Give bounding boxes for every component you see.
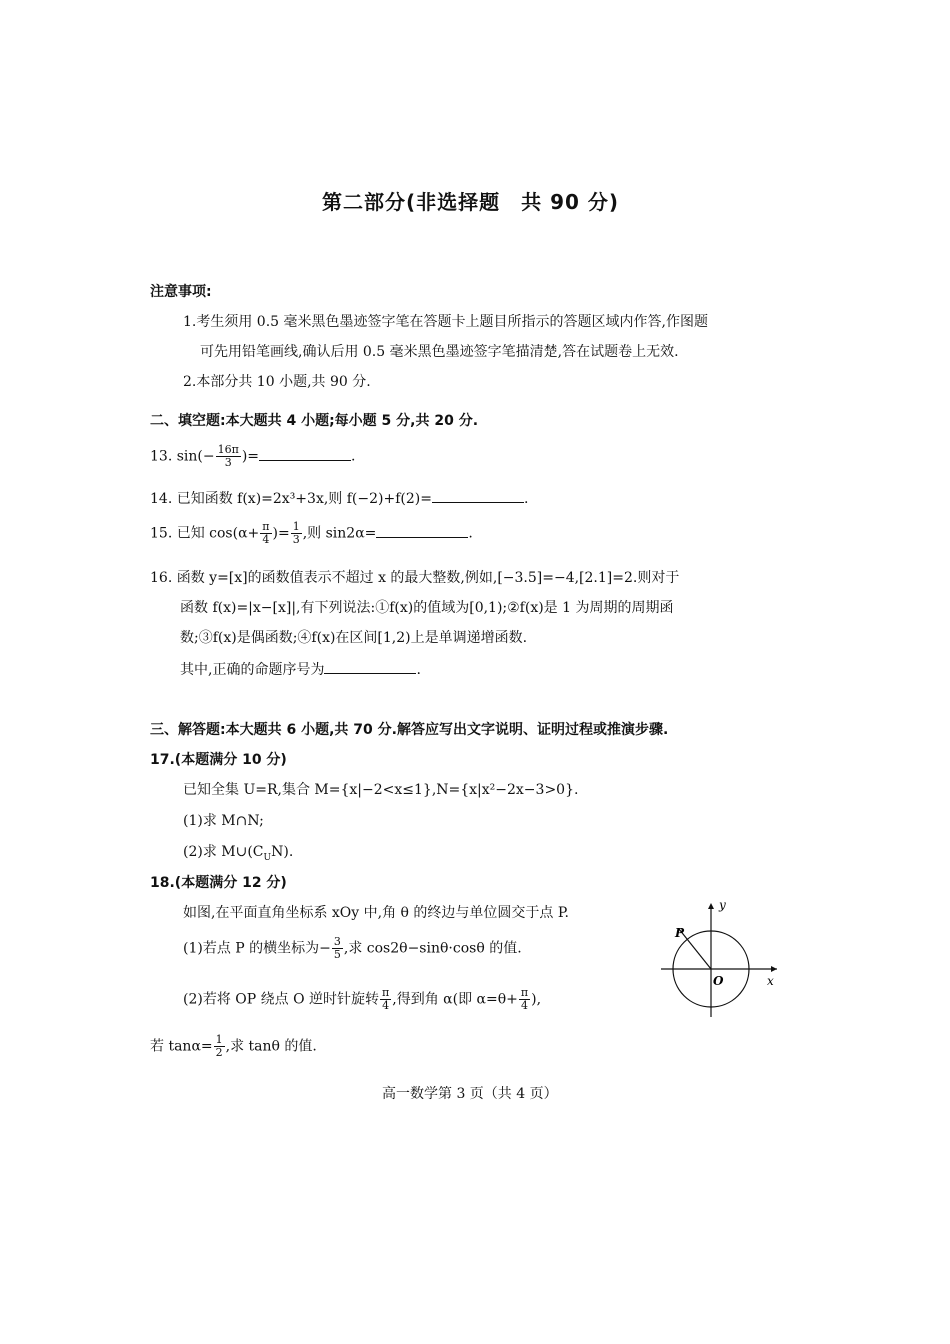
q14-answer-blank[interactable]	[432, 488, 524, 503]
q15-post: ,则 sin2α=	[302, 525, 377, 542]
q15-answer-blank[interactable]	[376, 523, 468, 538]
q18-part1	[183, 936, 522, 961]
notes-item1-line1: 1.考生须用 0.5 毫米黑色墨迹签字笔在答题卡上题目所指示的答题区域内作答,作图题	[183, 314, 708, 330]
q18-last-line	[150, 1034, 317, 1059]
q18-p1-pre: (1)若点 P 的横坐标为−	[183, 940, 331, 957]
q13-end: .	[351, 448, 356, 465]
q17-line3-sub: U	[263, 852, 272, 863]
q18-p1-num: 3	[333, 935, 341, 948]
question-15	[150, 521, 473, 546]
q15-fraction-2	[291, 521, 302, 546]
label-p: P	[675, 926, 685, 940]
q18-p2-mid: ,得到角 α(即 α=θ+	[392, 991, 518, 1008]
q17-heading: 17.(本题满分 10 分)	[150, 752, 287, 768]
q17-line3	[183, 841, 293, 863]
q18-last-num: 1	[215, 1033, 223, 1046]
q15-num2: 1	[292, 520, 300, 533]
unit-circle-figure	[655, 895, 785, 1020]
page-title: 第二部分(非选择题 共 90 分)	[322, 190, 620, 214]
q16-line3: 数;③f(x)是偶函数;④f(x)在区间[1,2)上是单调递增函数.	[180, 630, 528, 646]
question-13	[150, 444, 355, 469]
q18-p2-num2: π	[520, 986, 529, 999]
q16-line1: 16. 函数 y=[x]的函数值表示不超过 x 的最大整数,例如,[−3.5]=−4,[2.1]=2.则对于	[150, 570, 680, 586]
q15-num1: π	[262, 520, 270, 533]
q18-p1-den: 5	[333, 948, 341, 961]
q15-mid: )=	[272, 525, 290, 542]
q17-line3-text: (2)求 M∪(C	[183, 844, 264, 860]
q18-p2-num: π	[382, 986, 390, 999]
notes-heading: 注意事项:	[150, 284, 212, 300]
q15-den1: 4	[262, 533, 270, 546]
q18-last-post: ,求 tanθ 的值.	[225, 1038, 317, 1055]
q16-end: .	[416, 662, 421, 678]
page-footer: 高一数学第 3 页（共 4 页）	[382, 1086, 558, 1102]
q16-answer-blank[interactable]	[324, 659, 416, 674]
section2-heading: 二、填空题:本大题共 4 小题;每小题 5 分,共 20 分.	[150, 413, 479, 429]
q18-part2	[183, 987, 541, 1012]
q16-line4	[180, 659, 421, 679]
q13-pre: 13. sin(−	[150, 448, 215, 465]
q13-post: )=	[241, 448, 260, 465]
section3-heading: 三、解答题:本大题共 6 小题,共 70 分.解答应写出文字说明、证明过程或推演步骤.	[150, 722, 669, 738]
q18-last-den: 2	[215, 1046, 223, 1059]
q18-p2-den: 4	[382, 999, 390, 1012]
notes-item1-line2: 可先用铅笔画线,确认后用 0.5 毫米黑色墨迹签字笔描清楚,答在试题卷上无效.	[200, 344, 679, 360]
q15-end: .	[468, 525, 473, 542]
q13-answer-blank[interactable]	[259, 446, 351, 461]
q18-heading: 18.(本题满分 12 分)	[150, 875, 287, 891]
q14-text: 14. 已知函数 f(x)=2x³+3x,则 f(−2)+f(2)=	[150, 491, 432, 507]
q13-num: 16π	[217, 443, 239, 456]
q15-den2: 3	[292, 533, 300, 546]
q18-p2-fraction-1	[380, 987, 391, 1012]
q18-p2-fraction-2	[519, 987, 530, 1012]
q18-line1: 如图,在平面直角坐标系 xOy 中,角 θ 的终边与单位圆交于点 P.	[183, 905, 569, 921]
q17-line3-end: N).	[271, 844, 294, 860]
q18-p2-pre: (2)若将 OP 绕点 O 逆时针旋转	[183, 991, 380, 1008]
x-axis-arrow	[771, 966, 777, 972]
q18-last-fraction	[214, 1034, 225, 1059]
q18-p1-fraction	[332, 936, 343, 961]
q14-end: .	[523, 491, 529, 507]
q18-p2-post: ),	[531, 991, 542, 1008]
label-o: O	[713, 974, 724, 988]
q13-den: 3	[224, 456, 232, 469]
notes-item2: 2.本部分共 10 小题,共 90 分.	[183, 374, 371, 390]
q16-line2: 函数 f(x)=|x−[x]|,有下列说法:①f(x)的值域为[0,1);②f(x)是 1 为周期的周期函	[180, 600, 674, 616]
q18-last-pre: 若 tanα=	[150, 1038, 213, 1055]
q15-pre: 15. 已知 cos(α+	[150, 525, 260, 542]
q13-fraction	[216, 444, 241, 469]
q18-p2-den2: 4	[520, 999, 528, 1012]
y-axis-arrow	[708, 903, 714, 909]
q16-prompt: 其中,正确的命题序号为	[180, 662, 325, 678]
question-14	[150, 488, 528, 508]
q17-line2: (1)求 M∩N;	[183, 813, 264, 829]
q15-fraction-1	[260, 521, 271, 546]
label-y: y	[719, 898, 726, 912]
q17-line1: 已知全集 U=R,集合 M={x|−2<x≤1},N={x|x²−2x−3>0}.	[183, 782, 579, 798]
label-x: x	[767, 974, 774, 988]
q18-p1-post: ,求 cos2θ−sinθ·cosθ 的值.	[343, 940, 522, 957]
